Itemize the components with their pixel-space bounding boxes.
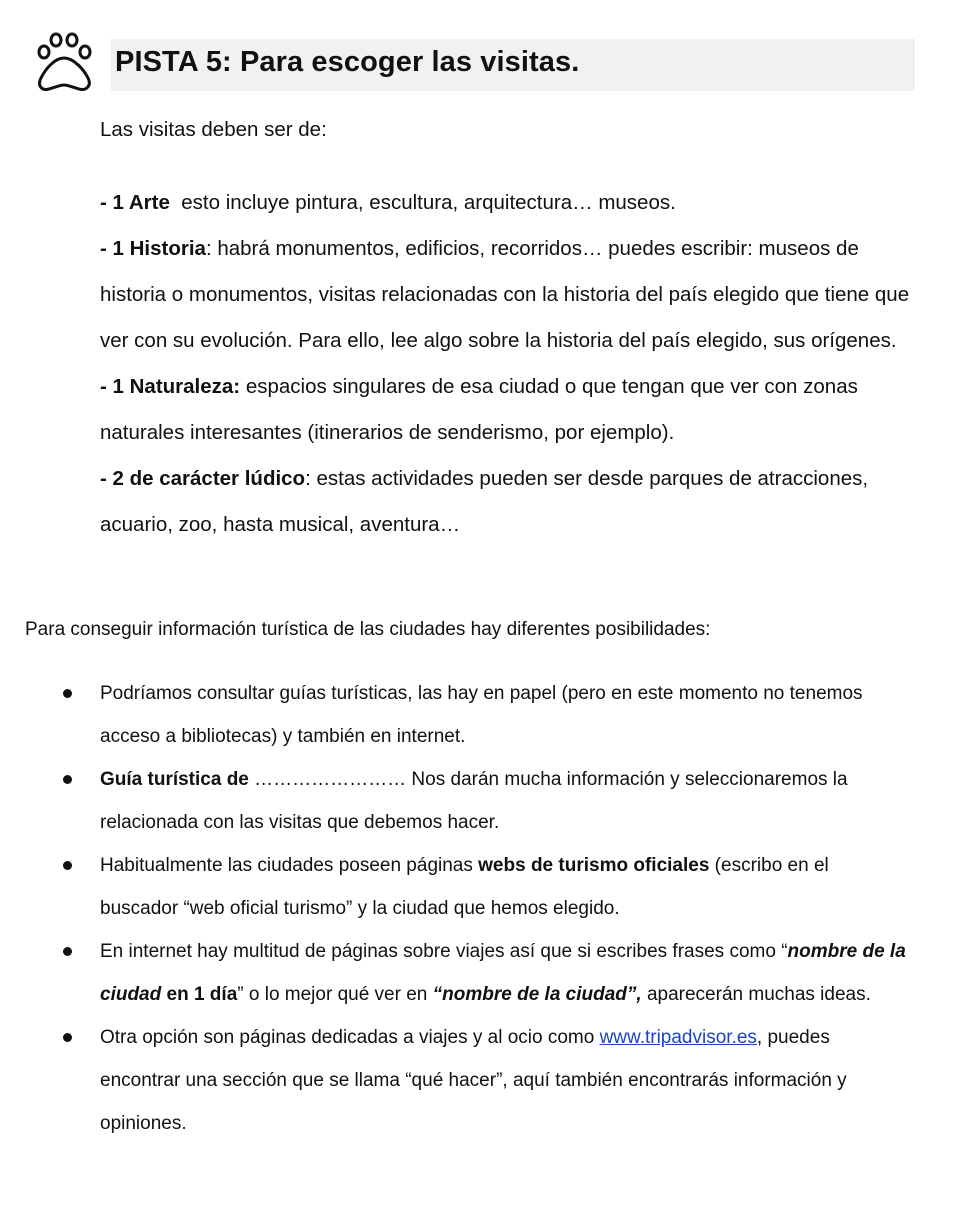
list-item <box>0 930 957 1016</box>
title-bar <box>111 39 915 91</box>
visit-item-ludico <box>100 456 915 548</box>
bullet-icon <box>63 775 72 784</box>
info-bullet-list <box>0 672 957 1145</box>
visit-label: - 2 de carácter lúdico <box>100 467 306 490</box>
bullet-icon <box>63 689 72 698</box>
list-item <box>0 1016 957 1145</box>
bullet-icon <box>63 1033 72 1042</box>
visits-list <box>100 180 915 548</box>
visit-text: : estas actividades pueden ser desde parques de atracciones, acuario, zoo, hasta musical, aventura… <box>100 467 869 536</box>
bullet-text: ” o lo mejor qué ver en <box>237 984 433 1005</box>
bullet-text: , puedes encontrar una sección que se llama “qué hacer”, aquí también encontrarás información y opiniones. <box>100 1027 847 1134</box>
list-item <box>0 758 957 844</box>
list-item <box>0 672 957 758</box>
visit-label: - 1 Historia <box>100 237 206 260</box>
visit-text: espacios singulares de esa ciudad o que tengan que ver con zonas naturales interesantes (itinerarios de senderismo, por ejemplo). <box>100 375 858 444</box>
visit-item-arte <box>100 180 915 226</box>
paw-print-icon <box>34 28 96 94</box>
page-title: PISTA 5: Para escoger las visitas. <box>115 46 580 78</box>
tripadvisor-link[interactable]: www.tripadvisor.es <box>599 1027 757 1048</box>
bullet-bold: webs de turismo oficiales <box>478 855 710 876</box>
visit-label: - 1 Naturaleza: <box>100 375 241 398</box>
visits-intro: Las visitas deben ser de: <box>100 118 327 141</box>
bullet-icon <box>63 861 72 870</box>
visit-item-historia <box>100 226 915 364</box>
bullet-text: (escribo en el buscador “web oficial turismo” y la ciudad que hemos elegido. <box>100 855 829 919</box>
bullet-bold-italic: nombre de la ciudad <box>100 941 906 1005</box>
bullet-icon <box>63 947 72 956</box>
visit-text: esto incluye pintura, escultura, arquitectura… museos. <box>169 191 676 214</box>
bullet-text: Habitualmente las ciudades poseen páginas <box>100 855 479 876</box>
bullet-bold-italic: “nombre de la ciudad”, <box>432 984 642 1005</box>
visit-text: : habrá monumentos, edificios, recorridos… puedes escribir: museos de historia o monumentos, visitas relacionadas con la historia del país elegido que tiene que ver con su evolución. Para ello, lee algo sobre la historia del país elegido, sus orígenes. <box>100 237 910 352</box>
bullet-bold: en 1 día <box>161 984 238 1005</box>
bullet-bold: Guía turística de <box>100 769 249 790</box>
bullet-text: …………………… Nos darán mucha información y seleccionaremos la relacionada con las visitas que debemos hacer. <box>100 769 848 833</box>
list-item <box>0 844 957 930</box>
bullet-text: En internet hay multitud de páginas sobre viajes así que si escribes frases como “ <box>100 941 788 962</box>
bullet-text: aparecerán muchas ideas. <box>641 984 871 1005</box>
visit-label: - 1 Arte <box>100 191 170 214</box>
info-lead: Para conseguir información turística de las ciudades hay diferentes posibilidades: <box>25 619 711 640</box>
visit-item-naturaleza <box>100 364 915 456</box>
bullet-text: Podríamos consultar guías turísticas, las hay en papel (pero en este momento no tenemos acceso a bibliotecas) y también en internet. <box>100 683 863 747</box>
bullet-text: Otra opción son páginas dedicadas a viajes y al ocio como <box>100 1027 600 1048</box>
